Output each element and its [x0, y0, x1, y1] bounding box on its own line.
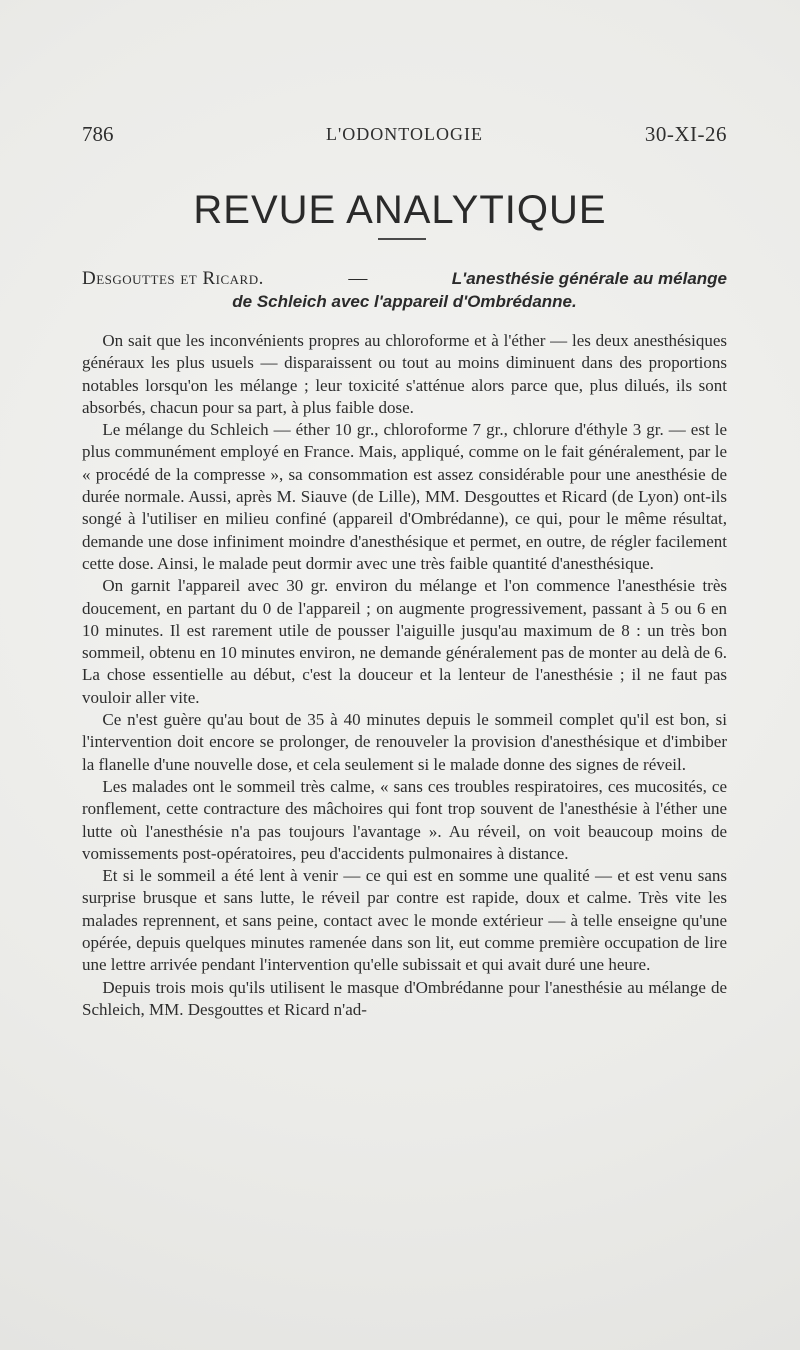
article-authors: Desgouttes et Ricard.: [82, 268, 264, 289]
title-divider: [378, 238, 426, 240]
article-body: [82, 330, 727, 1021]
body-paragraph: On sait que les inconvénients propres au chloroforme et à l'éther — les deux anesthésiques généraux les plus usuels — disparaissent ou tout au moins diminuent dans des proportions notables lorsqu'on les mélange ; leur toxicité s'atténue alors parce que, plus dilués, ils sont absorbés, chacun pour sa part, à plus faible dose.: [82, 331, 727, 417]
article-heading: [82, 267, 727, 313]
journal-title: L'ODONTOLOGIE: [326, 124, 483, 144]
body-paragraph: On garnit l'appareil avec 30 gr. environ du mélange et l'on commence l'anesthésie très doucement, en partant du 0 de l'appareil ; on augmente progressivement, passant à 5 ou 6 en 10 minutes. Il est rarement utile de pousser l'aiguille jusqu'au maximum de 8 : un très bon sommeil, obtenu en 10 minutes environ, ne demande généralement pas de monter au delà de 6. La chose essentielle au début, c'est la douceur et la lenteur de l'anesthésie ; il ne faut pas vouloir aller vite.: [82, 576, 727, 707]
article-title-line-2: de Schleich avec l'appareil d'Ombrédanne.: [232, 292, 577, 311]
issue-date: 30-XI-26: [644, 122, 727, 146]
section-title: REVUE ANALYTIQUE: [193, 188, 607, 232]
running-head: [82, 122, 727, 148]
body-paragraph: Ce n'est guère qu'au bout de 35 à 40 minutes depuis le sommeil complet qu'il est bon, si l'intervention doit encore se prolonger, de renouveler la provision d'anesthésique et d'imbiber la flanelle d'une nouvelle dose, et cela seulement si le malade donne des signes de réveil.: [82, 710, 727, 774]
body-paragraph: Le mélange du Schleich — éther 10 gr., chloroforme 7 gr., chlorure d'éthyle 3 gr. — est le plus communément employé en France. Mais, appliqué, comme on le fait généralement, par le « procédé de la compresse », sa consommation est assez considérable pour une anesthésie de durée normale. Aussi, après M. Siauve (de Lille), MM. Desgouttes et Ricard (de Lyon) ont-ils songé à l'utiliser en milieu confiné (appareil d'Ombrédanne), ce qui, pour le même résultat, demande une dose infiniment moindre d'anesthésique et permet, en outre, de régler facilement cette dose. Ainsi, le malade peut dormir avec une très faible quantité d'anesthésique.: [82, 420, 727, 573]
body-paragraph: Et si le sommeil a été lent à venir — ce qui est en somme une qualité — et est venu sans surprise brusque et sans lutte, le réveil par contre est rapide, doux et calme. Très vite les malades reprennent, et sans peine, contact avec le monde extérieur — à telle enseigne qu'une opérée, depuis quelques minutes ramenée dans son lit, eut comme première occupation de lire une lettre arrivée pendant l'intervention qu'elle subissait et qui avait duré une heure.: [82, 866, 727, 975]
article-heading-line-2: [82, 290, 727, 313]
article-heading-line-1: [82, 267, 727, 290]
page-number: 786: [82, 122, 114, 146]
body-paragraph: Depuis trois mois qu'ils utilisent le masque d'Ombrédanne pour l'anesthésie au mélange de Schleich, MM. Desgouttes et Ricard n'ad-: [82, 977, 727, 1019]
body-paragraph: Les malades ont le sommeil très calme, « sans ces troubles respiratoires, ces mucosités, ce ronflement, cette contracture des mâchoires qui font trop souvent de l'anesthésie à l'éther une lutte où l'anesthésie n'a pas toujours l'avantage ». Au réveil, on voit beaucoup moins de vomissements post-opératoires, peu d'accidents pulmonaires à distance.: [82, 776, 727, 863]
article-title-line-1: L'anesthésie générale au mélange: [451, 269, 727, 288]
heading-dash: —: [348, 268, 368, 289]
